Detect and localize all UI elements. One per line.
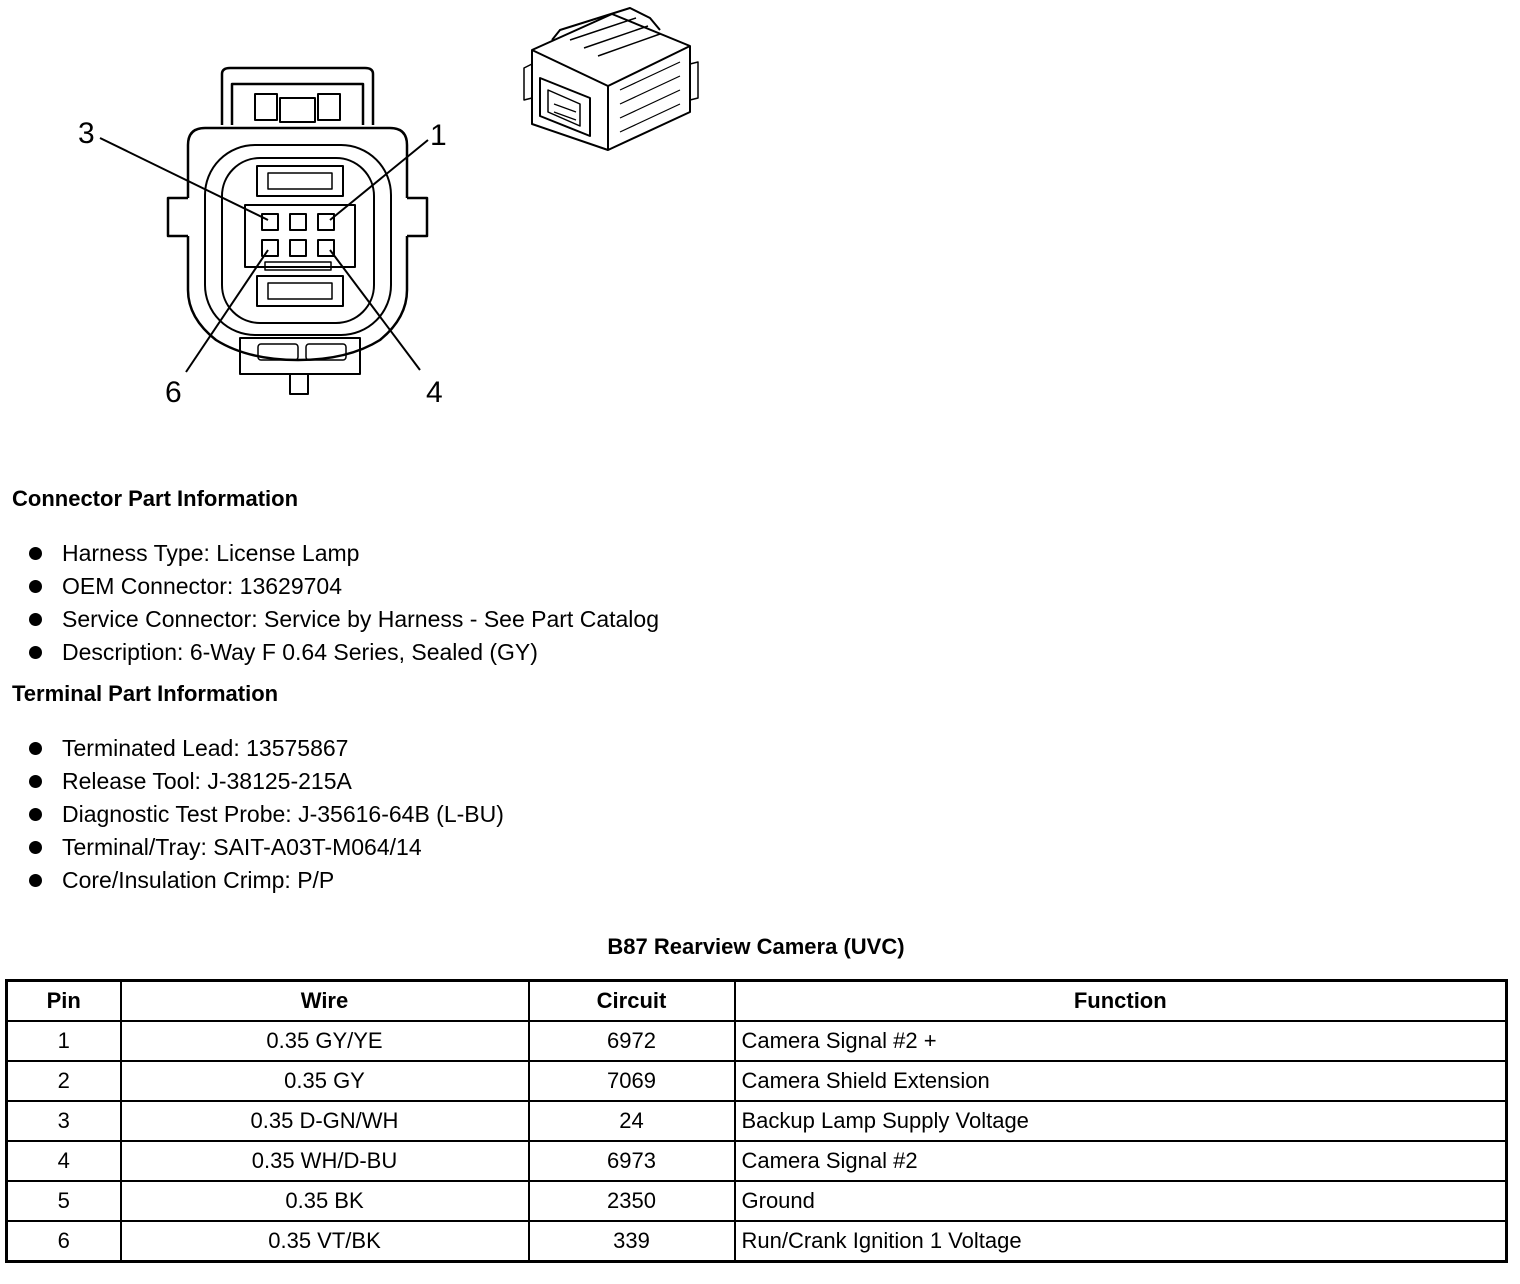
pin-cell: 2	[7, 1061, 121, 1101]
pin-callout-6: 6	[165, 376, 182, 409]
circuit-cell: 7069	[529, 1061, 735, 1101]
bullet-icon	[29, 613, 42, 626]
pin-cell: 3	[7, 1101, 121, 1141]
pin-callout-4: 4	[426, 376, 443, 409]
function-cell: Run/Crank Ignition 1 Voltage	[735, 1221, 1507, 1262]
connector-info-item: Description: 6-Way F 0.64 Series, Sealed (GY)	[28, 636, 659, 669]
bullet-icon	[29, 808, 42, 821]
bullet-icon	[29, 580, 42, 593]
wire-cell: 0.35 VT/BK	[121, 1221, 529, 1262]
terminal-info-list	[28, 732, 504, 897]
bullet-icon	[29, 547, 42, 560]
wire-cell: 0.35 WH/D-BU	[121, 1141, 529, 1181]
pin-callout-1: 1	[430, 119, 447, 152]
circuit-cell: 6973	[529, 1141, 735, 1181]
pin-cell: 6	[7, 1221, 121, 1262]
pin-callout-3: 3	[78, 117, 95, 150]
connector-info-item: OEM Connector: 13629704	[28, 570, 659, 603]
column-header-wire: Wire	[121, 981, 529, 1022]
connector-info-item: Harness Type: License Lamp	[28, 537, 659, 570]
circuit-cell: 24	[529, 1101, 735, 1141]
connector-face-view	[168, 68, 427, 394]
function-cell: Backup Lamp Supply Voltage	[735, 1101, 1507, 1141]
wire-cell: 0.35 GY/YE	[121, 1021, 529, 1061]
function-cell: Camera Shield Extension	[735, 1061, 1507, 1101]
table-row	[7, 1021, 1507, 1061]
column-header-function: Function	[735, 981, 1507, 1022]
terminal-info-item: Terminated Lead: 13575867	[28, 732, 504, 765]
function-cell: Ground	[735, 1181, 1507, 1221]
connector-diagram	[0, 0, 760, 420]
terminal-info-item: Core/Insulation Crimp: P/P	[28, 864, 504, 897]
terminal-info-item: Diagnostic Test Probe: J-35616-64B (L-BU)	[28, 798, 504, 831]
table-header-row	[7, 981, 1507, 1022]
circuit-cell: 339	[529, 1221, 735, 1262]
pin-cell: 1	[7, 1021, 121, 1061]
pin-1-leader	[330, 140, 428, 220]
wire-cell: 0.35 D-GN/WH	[121, 1101, 529, 1141]
table-row	[7, 1101, 1507, 1141]
connector-info-item: Service Connector: Service by Harness - See Part Catalog	[28, 603, 659, 636]
terminal-info-item: Release Tool: J-38125-215A	[28, 765, 504, 798]
bullet-icon	[29, 742, 42, 755]
wire-cell: 0.35 BK	[121, 1181, 529, 1221]
bullet-icon	[29, 775, 42, 788]
column-header-pin: Pin	[7, 981, 121, 1022]
wire-cell: 0.35 GY	[121, 1061, 529, 1101]
pin-3-leader	[100, 138, 268, 220]
bullet-icon	[29, 841, 42, 854]
connector-info-title: Connector Part Information	[12, 486, 299, 511]
pin-cell: 5	[7, 1181, 121, 1221]
column-header-circuit: Circuit	[529, 981, 735, 1022]
function-cell: Camera Signal #2	[735, 1141, 1507, 1181]
pin-6-leader	[186, 250, 268, 372]
bullet-icon	[29, 646, 42, 659]
table-row	[7, 1141, 1507, 1181]
terminal-info-item: Terminal/Tray: SAIT-A03T-M064/14	[28, 831, 504, 864]
connector-info-list	[28, 537, 659, 669]
connector-isometric-view	[524, 8, 698, 150]
terminal-info-title: Terminal Part Information	[12, 681, 279, 706]
table-row	[7, 1061, 1507, 1101]
circuit-cell: 2350	[529, 1181, 735, 1221]
pin-table	[5, 979, 1508, 1263]
table-row	[7, 1181, 1507, 1221]
circuit-cell: 6972	[529, 1021, 735, 1061]
bullet-icon	[29, 874, 42, 887]
function-cell: Camera Signal #2 +	[735, 1021, 1507, 1061]
pin-cell: 4	[7, 1141, 121, 1181]
pin-table-title: B87 Rearview Camera (UVC)	[607, 934, 905, 959]
table-row	[7, 1221, 1507, 1262]
